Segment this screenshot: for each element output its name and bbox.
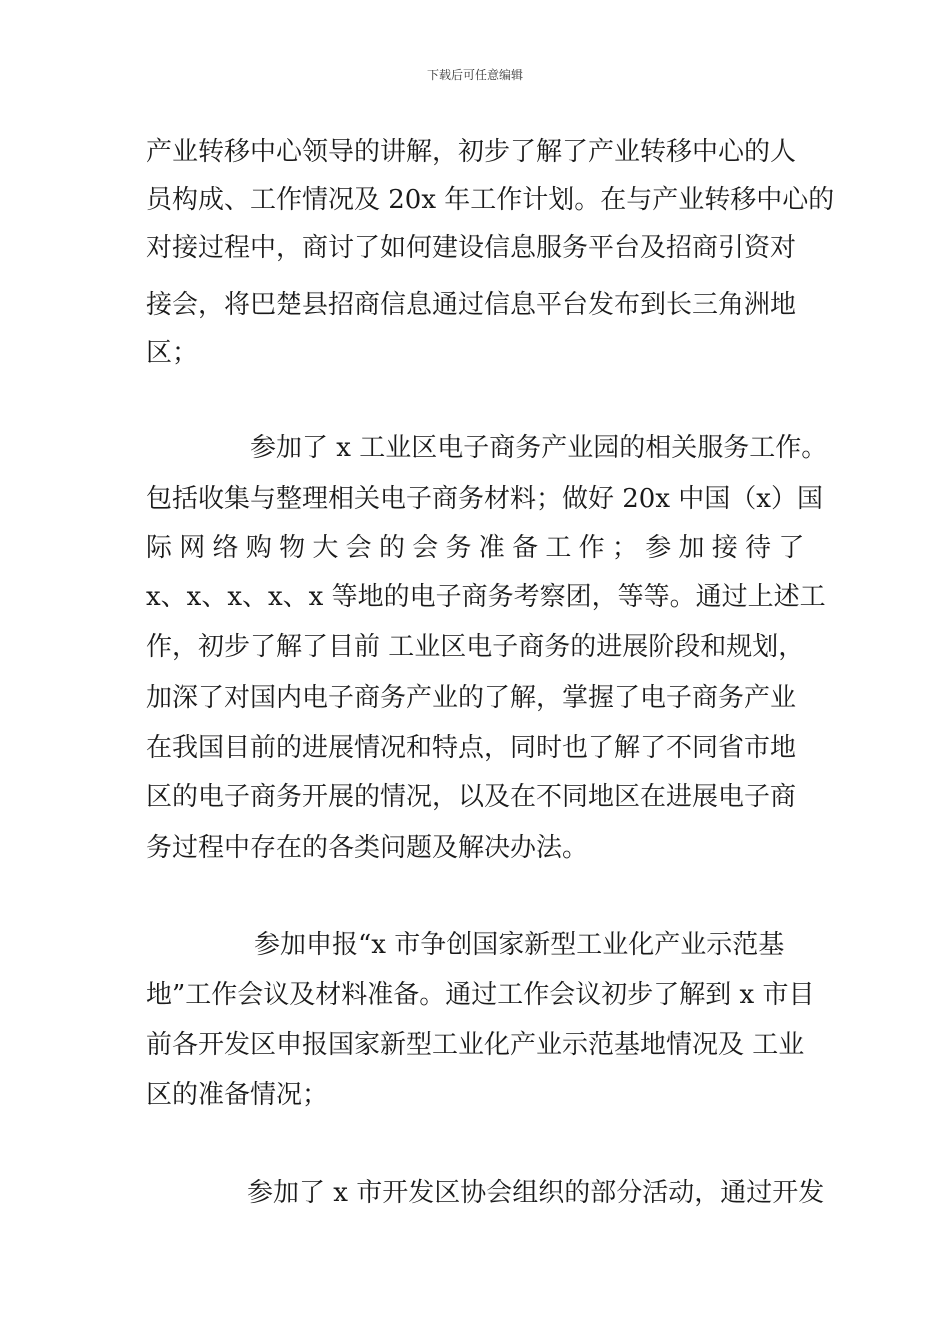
text-line: 包括收集与整理相关电子商务材料；做好 20x 中国（x）国	[146, 484, 823, 514]
text-line: 在我国目前的进展情况和特点，同时也了解了不同省市地	[146, 733, 797, 763]
text-line: 产业转移中心领导的讲解，初步了解了产业转移中心的人	[146, 137, 797, 167]
text-line: 接会，将巴楚县招商信息通过信息平台发布到长三角洲地	[146, 290, 797, 320]
text-line: 区的电子商务开展的情况，以及在不同地区在进展电子商	[146, 782, 797, 812]
text-line: 作，初步了解了目前 工业区电子商务的进展阶段和规划，	[146, 632, 805, 662]
text-line: 对接过程中，商讨了如何建设信息服务平台及招商引资对	[146, 233, 797, 263]
paragraph-first-line: 参加申报“x 市争创国家新型工业化产业示范基	[254, 930, 785, 960]
paragraph-first-line: 参加了 x 市开发区协会组织的部分活动，通过开发	[247, 1178, 825, 1208]
text-line: 际网络购物大会的会务准备工作；参加接待了	[146, 533, 812, 563]
text-line: 区；	[146, 338, 199, 368]
text-line: 务过程中存在的各类问题及解决办法。	[146, 833, 589, 863]
text-line: 区的准备情况；	[146, 1080, 329, 1110]
text-line: 前各开发区申报国家新型工业化产业示范基地情况及 工业	[146, 1030, 805, 1060]
text-line: 地”工作会议及材料准备。通过工作会议初步了解到 x 市目	[146, 980, 815, 1010]
text-line: 加深了对国内电子商务产业的了解，掌握了电子商务产业	[146, 683, 797, 713]
text-line: x、x、x、x、x 等地的电子商务考察团，等等。通过上述工	[146, 582, 826, 612]
text-line: 员构成、工作情况及 20x 年工作计划。在与产业转移中心的	[146, 185, 835, 215]
page-header-note: 下载后可任意编辑	[426, 68, 523, 82]
paragraph-first-line: 参加了 x 工业区电子商务产业园的相关服务工作。	[250, 433, 828, 463]
